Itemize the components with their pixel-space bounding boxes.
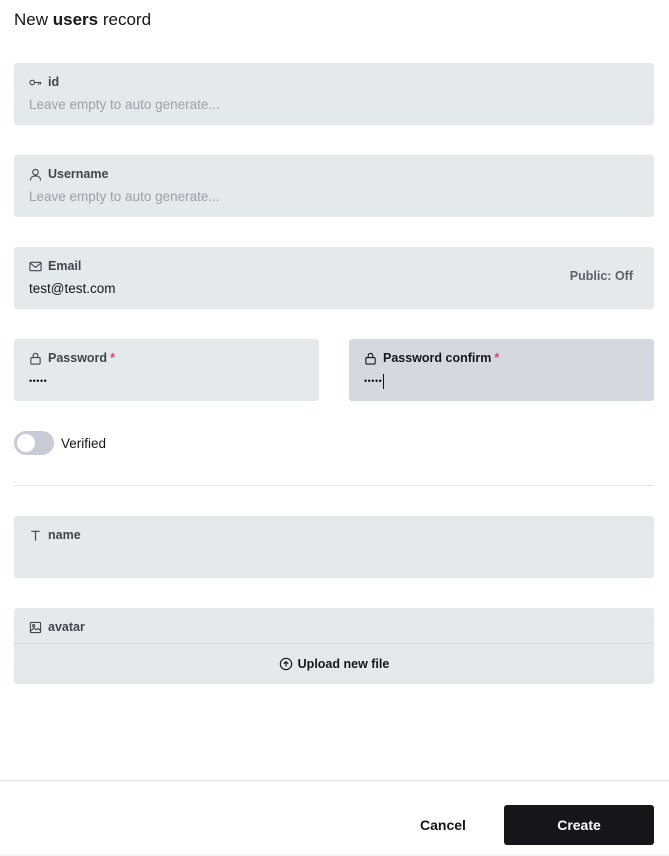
mail-icon bbox=[29, 260, 42, 273]
verified-label: Verified bbox=[61, 435, 107, 451]
email-input[interactable] bbox=[29, 280, 524, 298]
password-confirm-input[interactable]: ••••• bbox=[364, 373, 384, 389]
username-input[interactable] bbox=[29, 188, 639, 206]
password-field-label: Password * bbox=[29, 350, 115, 366]
username-field[interactable] bbox=[14, 155, 654, 217]
password-input[interactable]: ••••• bbox=[29, 376, 48, 386]
required-marker: * bbox=[494, 351, 500, 365]
id-field[interactable] bbox=[14, 63, 654, 125]
upload-new-file-button[interactable]: Upload new file bbox=[14, 644, 654, 684]
required-marker: * bbox=[110, 351, 115, 365]
switch-knob bbox=[17, 434, 35, 452]
text-icon bbox=[29, 529, 42, 542]
avatar-field bbox=[14, 608, 654, 684]
verified-toggle[interactable] bbox=[14, 431, 106, 455]
name-field-label: name bbox=[29, 527, 81, 543]
image-icon bbox=[29, 621, 42, 634]
lock-icon bbox=[364, 352, 377, 365]
id-field-label: id bbox=[29, 74, 59, 90]
name-input[interactable] bbox=[29, 549, 639, 567]
avatar-field-label: avatar bbox=[29, 619, 85, 635]
create-button[interactable]: Create bbox=[504, 805, 654, 845]
user-icon bbox=[29, 168, 42, 181]
bottom-shadow bbox=[0, 852, 669, 856]
name-field[interactable] bbox=[14, 516, 654, 578]
email-field[interactable] bbox=[14, 247, 654, 309]
key-icon bbox=[29, 76, 42, 89]
upload-cloud-icon bbox=[279, 657, 293, 671]
email-public-toggle[interactable]: Public: Off bbox=[569, 269, 633, 283]
password-field[interactable] bbox=[14, 339, 319, 401]
username-field-label: Username bbox=[29, 166, 108, 182]
email-field-label: Email bbox=[29, 258, 81, 274]
collection-name: users bbox=[52, 10, 99, 29]
footer-divider bbox=[0, 780, 669, 781]
text-caret bbox=[383, 374, 384, 389]
lock-icon bbox=[29, 352, 42, 365]
cancel-button[interactable]: Cancel bbox=[404, 805, 482, 845]
id-input[interactable] bbox=[29, 96, 639, 114]
verified-switch[interactable] bbox=[14, 431, 54, 455]
page-title: New users record bbox=[14, 10, 152, 29]
section-divider bbox=[14, 485, 654, 486]
password-confirm-field-label: Password confirm * bbox=[364, 350, 499, 366]
password-confirm-field[interactable] bbox=[349, 339, 654, 401]
